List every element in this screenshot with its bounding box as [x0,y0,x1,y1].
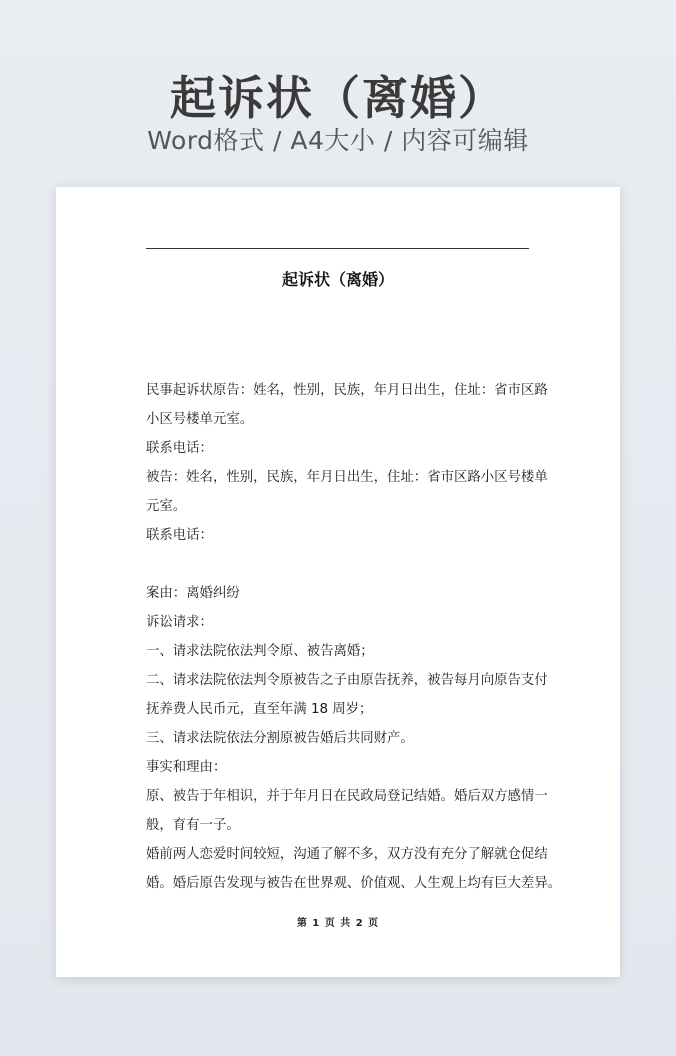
body-line: 事实和理由： [146,760,227,775]
body-line: 般，育有一子。 [146,818,240,833]
body-line: 三、请求法院依法分割原被告婚后共同财产。 [146,731,414,746]
body-line: 一、请求法院依法判令原、被告离婚； [146,644,374,659]
body-line: 小区号楼单元室。 [146,412,254,427]
document-body [146,376,562,898]
body-line: 抚养费人民币元，直至年满 18 周岁； [146,702,373,717]
document-page [56,187,620,977]
body-line: 婚前两人恋爱时间较短，沟通了解不多，双方没有充分了解就仓促结 [146,847,548,862]
body-line: 原、被告于年相识，并于年月日在民政局登记结婚。婚后双方感情一 [146,789,548,804]
header-rule [146,248,529,249]
body-line: 婚。婚后原告发现与被告在世界观、价值观、人生观上均有巨大差异。 [146,876,562,891]
body-line: 被告：姓名，性别，民族，年月日出生，住址：省市区路小区号楼单 [146,470,548,485]
body-line: 二、请求法院依法判令原被告之子由原告抚养，被告每月向原告支付 [146,673,548,688]
blank-line [146,550,532,579]
banner-title: 起诉状（离婚） [170,71,506,125]
body-line: 联系电话： [146,528,213,543]
document-title: 起诉状（离婚） [281,270,394,289]
body-line: 联系电话： [146,441,213,456]
banner-subtitle: Word格式 / A4大小 / 内容可编辑 [147,126,529,155]
body-line: 民事起诉状原告：姓名，性别，民族，年月日出生，住址：省市区路 [146,383,548,398]
body-line: 案由：离婚纠纷 [146,586,240,601]
body-line: 元室。 [146,499,187,514]
body-line: 诉讼请求： [146,615,213,630]
page-footer: 第 1 页 共 2 页 [296,918,380,929]
